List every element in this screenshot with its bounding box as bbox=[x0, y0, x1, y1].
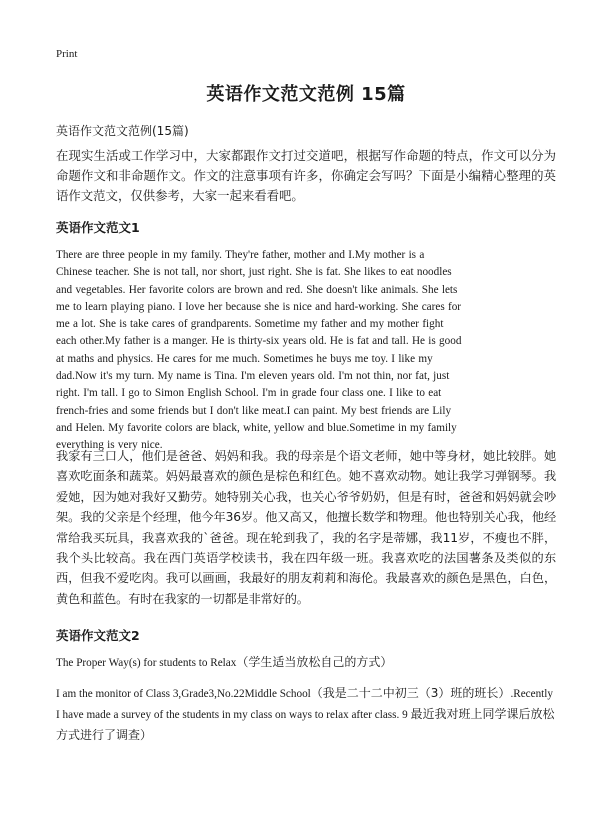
print-label[interactable]: Print bbox=[56, 48, 78, 60]
essay2-para-cn-b: 最近我对班上同学课后放松方式进行了调查） bbox=[56, 707, 555, 742]
intro-paragraph: 在现实生活或工作学习中，大家都跟作文打过交道吧，根据写作命题的特点，作文可以分为命题作文和非命题作文。作文的注意事项有许多，你确定会写吗？下面是小编精心整理的英语作文范文，仅供参考，大家一起来看看吧。 bbox=[56, 148, 556, 203]
essay2-para-en-a: I am the monitor of Class 3,Grade3,No.22Middle School bbox=[56, 688, 311, 700]
essay2-title-en: The Proper Way(s) for students to Relax bbox=[56, 657, 237, 669]
essay2-heading: 英语作文范文2 bbox=[56, 628, 140, 643]
document-title: 英语作文范文范例 15篇 bbox=[206, 84, 406, 105]
essay2-para-en-b: .Recently I have made a survey of the students in my class on ways to relax after class. 9 bbox=[56, 688, 553, 721]
essay1-english-paragraph: There are three people in my family. They're father, mother and I.My mother is a Chinese teacher. She is not tall, nor short, just right. She is fat. She likes to eat noodles and vegetables. Her favorite colors are brown and red. She doesn't like animals. She lets me to learn playing piano. I love her because she is nice and hard-working. She cares for me a lot. She is take cares of grandparents. Sometime my father and my mother fight each other.My father is a manger. He is thirty-six years old. He is fat and tall. He is good at maths and physics. He cares for me much. Sometimes he buys me toy. I like my dad.Now it's my turn. My name is Tina. I'm eleven years old. I'm not thin, nor fat, just right. I'm tall. I go to Simon English School. I'm in grade four class one. I like to eat french-fries and some friends but I don't like meat.I can paint. My best friends are Lily and Helen. My favorite colors are black, white, yellow and blue.Sometime in my family everything is very nice. bbox=[56, 249, 462, 452]
essay1-heading: 英语作文范文1 bbox=[56, 220, 140, 235]
document-subtitle: 英语作文范文范例(15篇) bbox=[56, 124, 189, 138]
essay2-para-cn-a: （我是二十二中初三（3）班的班长） bbox=[310, 686, 511, 700]
essay2-intro-paragraph bbox=[56, 683, 556, 746]
essay1-chinese-paragraph: 我家有三口人，他们是爸爸、妈妈和我。我的母亲是个语文老师，她中等身材，她比较胖。她喜欢吃面条和蔬菜。妈妈最喜欢的颜色是棕色和红色。她不喜欢动物。她让我学习弹钢琴。我爱她，因为她对我好又勤劳。她特别关心我，也关心爷爷奶奶，但是有时，爸爸和妈妈就会吵架。我的父亲是个经理，他今年36岁。他又高又，他擅长数学和物理。他也特别关心我，他经常给我买玩具，我喜欢我的`爸爸。现在轮到我了，我的名字是蒂娜，我11岁，不瘦也不胖，我个头比较高。我在西门英语学校读书，我在四年级一班。我喜欢吃的法国薯条及类似的东西，但我不爱吃肉。我可以画画，我最好的朋友莉莉和海伦。我最喜欢的颜色是黑色，白色，黄色和蓝色。有时在我家的一切都是非常好的。 bbox=[56, 449, 556, 606]
essay2-title-line bbox=[56, 652, 556, 673]
essay2-title-cn: （学生适当放松自己的方式） bbox=[236, 655, 393, 669]
